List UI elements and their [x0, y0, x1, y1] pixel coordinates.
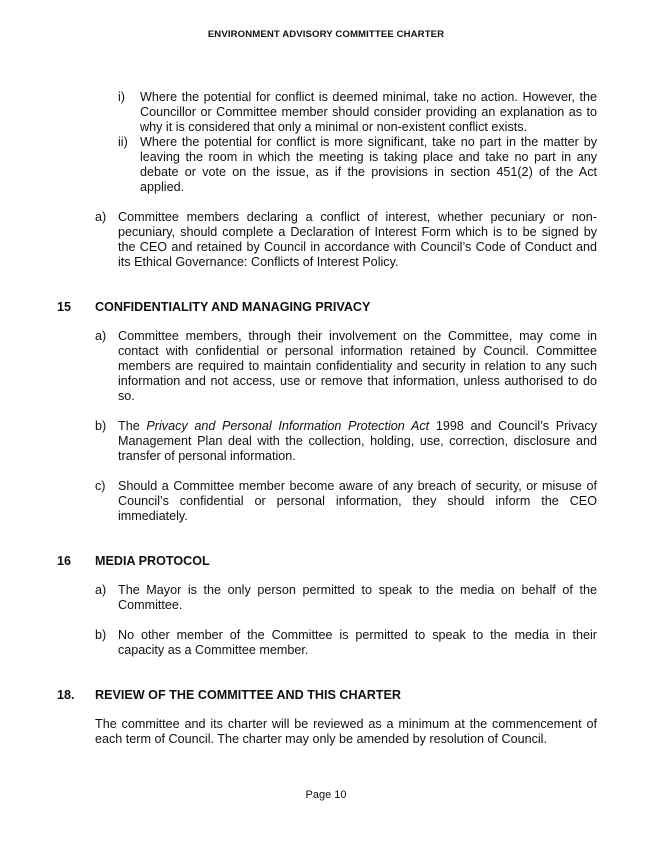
item-marker: b)	[95, 628, 107, 642]
text-run: 1998 and Council’s Privacy Management Plan deal with the collection, holding, use, correction, disclosure and transfer of personal information.	[118, 419, 597, 463]
item-marker: ii)	[118, 135, 128, 149]
section-16-heading	[57, 554, 597, 569]
page-number: Page 10	[305, 789, 347, 801]
item-marker: a)	[95, 210, 107, 224]
conflict-item-ii	[57, 135, 597, 195]
text-run: The	[118, 419, 140, 433]
item-marker: a)	[95, 583, 107, 597]
section-18-heading	[57, 688, 597, 703]
section-number: 18.	[57, 688, 75, 702]
item-text	[118, 419, 597, 464]
section-15-heading	[57, 300, 597, 315]
item-text: The Mayor is the only person permitted to speak to the media on behalf of the Committee.	[118, 583, 597, 612]
item-text: Committee members, through their involvement on the Committee, may come in contact with confidential or personal information retained by Council. Committee members are required to maintain confidentiality and security in relation to any such information and not access, use or remove that information, unless authorised to do so.	[118, 329, 597, 403]
paragraph-text: The committee and its charter will be reviewed as a minimum at the commencement of each term of Council. The charter may only be amended by resolution of Council.	[95, 717, 597, 746]
item-text: Should a Committee member become aware of any breach of security, or misuse of Council’s confidential or personal information, they should inform the CEO immediately.	[118, 479, 597, 523]
item-marker: c)	[95, 479, 106, 493]
page-body	[57, 90, 597, 747]
act-title: Privacy and Personal Information Protection Act	[146, 419, 430, 433]
s15-item-c	[57, 479, 597, 524]
section-number: 16	[57, 554, 72, 568]
item-marker: i)	[118, 90, 125, 104]
conflict-item-a	[57, 210, 597, 270]
s16-item-a	[57, 583, 597, 613]
running-header: ENVIRONMENT ADVISORY COMMITTEE CHARTER	[207, 29, 445, 40]
s15-item-a	[57, 329, 597, 404]
item-text: No other member of the Committee is permitted to speak to the media in their capacity as a Committee member.	[118, 628, 597, 657]
item-text: Committee members declaring a conflict of interest, whether pecuniary or non-pecuniary, should complete a Declaration of Interest Form which is to be signed by the CEO and retained by Council in accordance with Council’s Code of Conduct and its Ethical Governance: Conflicts of Interest Policy.	[118, 210, 597, 269]
conflict-item-i	[57, 90, 597, 135]
section-title: REVIEW OF THE COMMITTEE AND THIS CHARTER	[95, 688, 401, 702]
s16-item-b	[57, 628, 597, 658]
section-title: CONFIDENTIALITY AND MANAGING PRIVACY	[95, 300, 371, 314]
section-number: 15	[57, 300, 72, 314]
item-marker: a)	[95, 329, 107, 343]
section-title: MEDIA PROTOCOL	[95, 554, 210, 568]
item-text: Where the potential for conflict is deemed minimal, take no action. However, the Councillor or Committee member should consider providing an explanation as to why it is considered that only a minimal or non-existent conflict exists.	[140, 90, 597, 134]
item-marker: b)	[95, 419, 107, 433]
s18-paragraph	[57, 717, 597, 747]
s15-item-b	[57, 419, 597, 464]
item-text: Where the potential for conflict is more significant, take no part in the matter by leaving the room in which the meeting is taking place and take no part in any debate or vote on the issue, as if the provisions in section 451(2) of the Act applied.	[140, 135, 597, 194]
